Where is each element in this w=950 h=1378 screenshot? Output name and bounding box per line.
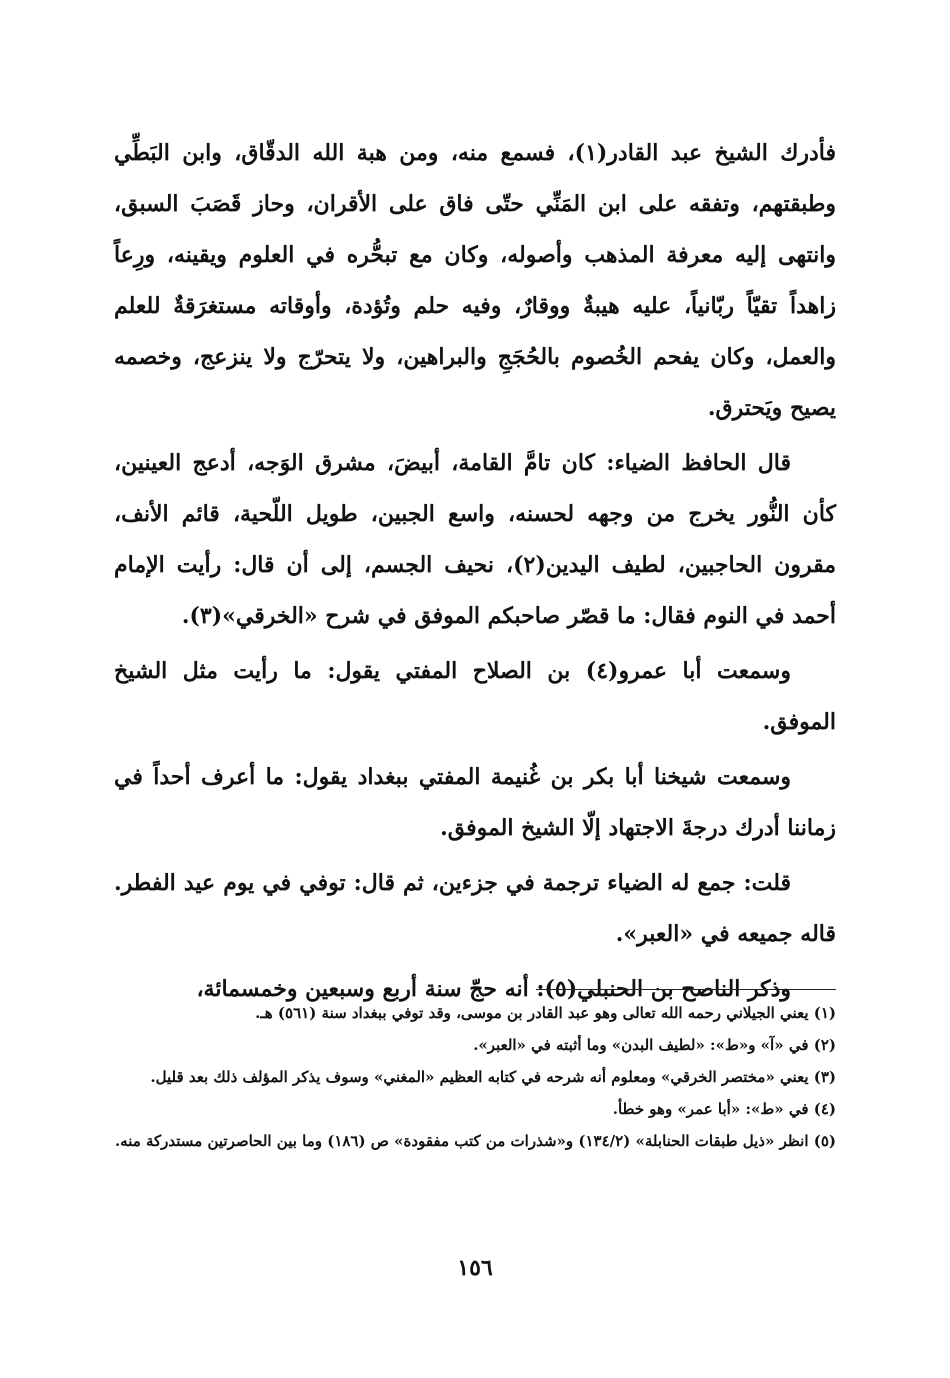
paragraph-nasih: وذكر الناصح بن الحنبلي(٥): أنه حجّ سنة أربع وسبعين وخمسمائة، <box>196 976 791 1002</box>
footnote-3: (٣) يعني «مختصر الخرقي» ومعلوم أنه شرحه في كتابه العظيم «المغني» وسوف يذكر المؤلف ذلك بعد قليل. <box>150 1068 836 1086</box>
paragraph-biography: فأدرك الشيخ عبد القادر(١)، فسمع منه، ومن هبة الله الدقّاق، وابن البَطِّي وطبقتهم، وتفقه على ابن المَنِّي حتّى فاق على الأقران، وحاز قَصَبَ السبق، وانتهى إليه معرفة المذهب وأصوله، وكان مع تبحُّره في العلوم ويقينه، ورِعاً زاهداً تقيّاً ربّانياً، عليه هيبةٌ ووقارٌ، وفيه حلم وتُؤدة، وأوقاته مستغرَقةٌ للعلم والعمل، وكان يفحم الخُصوم بالحُجَجِ والبراهين، ولا يتحرّج ولا ينزعج، وخصمه يصيح ويَحترق. <box>114 140 837 421</box>
paragraph-note: قلت: جمع له الضياء ترجمة في جزءين، ثم قال: توفي في يوم عيد الفطر. قاله جميعه في «العبر». <box>114 870 836 947</box>
paragraph-ibn-ghunayma: وسمعت شيخنا أبا بكر بن غُنيمة المفتي ببغداد يقول: ما أعرف أحداً في زماننا أدرك درجةَ الاجتهاد إلّا الشيخ الموفق. <box>114 764 836 841</box>
footnote-2: (٢) في «آ» و«ط»: «لطيف البدن» وما أثبته في «العبر». <box>473 1036 836 1054</box>
footnote-5: (٥) انظر «ذيل طبقات الحنابلة» (١٣٤/٢) و«شذرات من كتب مفقودة» ص (١٨٦) وما بين الحاصرتين مستدركة منه. <box>114 1132 836 1150</box>
footnote-1: (١) يعني الجيلاني رحمه الله تعالى وهو عبد القادر بن موسى، وقد توفي ببغداد سنة (٥٦١) هـ. <box>255 1004 836 1022</box>
paragraph-ibn-salah: وسمعت أبا عمرو(٤) بن الصلاح المفتي يقول: ما رأيت مثل الشيخ الموفق. <box>114 658 836 735</box>
footnote-4: (٤) في «ط»: «أبا عمر» وهو خطأ. <box>612 1100 836 1118</box>
footnote-divider <box>536 989 836 990</box>
footnotes <box>114 998 836 1158</box>
main-text <box>114 128 836 1015</box>
page-number: ١٥٦ <box>457 1255 493 1281</box>
paragraph-hafiz-diya: قال الحافظ الضياء: كان تامَّ القامة، أبيضَ، مشرق الوَجه، أدعج العينين، كأن النُّور يخرج من وجهه لحسنه، واسع الجبين، طويل اللّحية، قائم الأنف، مقرون الحاجبين، لطيف اليدين(٢)، نحيف الجسم، إلى أن قال: رأيت الإمام أحمد في النوم فقال: ما قصّر صاحبكم الموفق في شرح «الخرقي»(٣). <box>114 450 836 629</box>
